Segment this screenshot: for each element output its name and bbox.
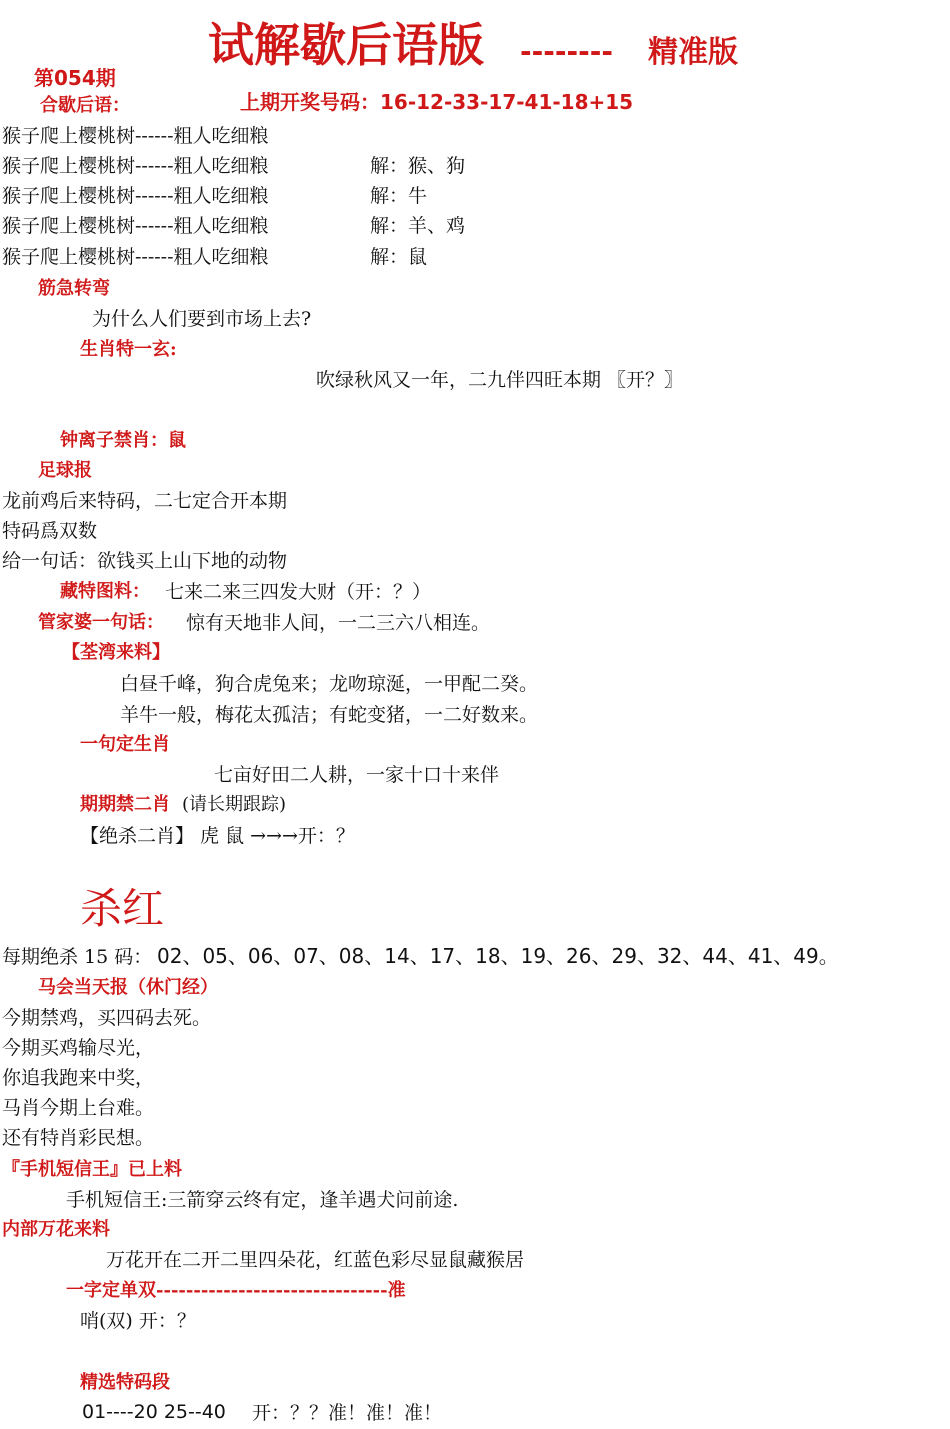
wanhua-heading: 内部万花来料 <box>2 1219 110 1240</box>
title-dashes: -------- <box>520 35 613 68</box>
shengxiao-heading: 生肖特一玄: <box>80 339 177 360</box>
cangte-text: 七来二来三四发大财（开：？） <box>165 581 432 603</box>
qiqi-kill-text: 【绝杀二肖】 虎 鼠 →→→开：？ <box>80 825 355 847</box>
qiqi-heading: 期期禁二肖 <box>80 794 170 815</box>
zuqiu-line: 龙前鸡后来特码，二七定合开本期 <box>2 490 288 512</box>
jingxuan-heading: 精选特码段 <box>80 1372 170 1393</box>
issue-number: 第054期 <box>34 66 116 90</box>
last-draw-numbers: 上期开奖号码：16-12-33-17-41-18+15 <box>240 90 634 114</box>
quanwan-line: 羊牛一般，梅花太孤洁；有蛇变猪，一二好数来。 <box>120 704 539 726</box>
xiehouyu-answer: 解：牛 <box>370 185 428 207</box>
mahui-line: 今期禁鸡，买四码去死。 <box>2 1007 212 1029</box>
danshuang-text: 哨(双) 开：？ <box>80 1310 196 1332</box>
shahong-heading: 杀红 <box>80 884 165 933</box>
qiqi-heading-note: (请长期跟踪) <box>182 794 287 815</box>
zuqiu-line: 特码爲双数 <box>2 520 98 542</box>
jinji-heading: 筋急转弯 <box>38 278 110 299</box>
mahui-line: 还有特肖彩民想。 <box>2 1127 155 1149</box>
shouji-heading: 『手机短信王』已上料 <box>2 1159 182 1180</box>
danshuang-heading: 一字定单双-------------------------------准 <box>66 1280 406 1301</box>
mahui-line: 你追我跑来中奖， <box>2 1067 155 1089</box>
quanwan-heading: 【荃湾来料】 <box>62 642 170 663</box>
xiehouyu-line: 猴子爬上樱桃树------粗人吃细粮 <box>2 215 269 237</box>
yiju-text: 七亩好田二人耕，一家十口十来伴 <box>214 764 500 786</box>
zuqiu-heading: 足球报 <box>38 460 92 481</box>
xiehouyu-line: 猴子爬上樱桃树------粗人吃细粮 <box>2 155 269 177</box>
guanjia-text: 惊有天地非人间，一二三六八相连。 <box>186 612 491 634</box>
jinji-question: 为什么人们要到市场上去? <box>92 308 312 330</box>
xiehouyu-line: 猴子爬上樱桃树------粗人吃细粮 <box>2 125 269 147</box>
zhongli-forbidden: 钟离子禁肖：鼠 <box>60 430 186 451</box>
shouji-text: 手机短信王:三箭穿云终有定，逢羊遇犬问前途. <box>66 1189 459 1211</box>
xiehouyu-line: 猴子爬上樱桃树------粗人吃细粮 <box>2 246 269 268</box>
zuqiu-line: 给一句话：欲钱买上山下地的动物 <box>2 550 288 572</box>
xiehouyu-answer: 解：鼠 <box>370 246 428 268</box>
mahui-line: 今期买鸡输尽光， <box>2 1037 155 1059</box>
yiju-heading: 一句定生肖 <box>80 734 170 755</box>
cangte-label: 藏特图料： <box>60 581 150 602</box>
xiehouyu-heading: 合歇后语： <box>40 95 130 116</box>
shahong-numbers: 02、05、06、07、08、14、17、18、19、26、29、32、44、41、49。 <box>157 944 839 968</box>
xiehouyu-line: 猴子爬上樱桃树------粗人吃细粮 <box>2 185 269 207</box>
shengxiao-riddle: 吹绿秋风又一年，二九伴四旺本期 〖开？〗 <box>316 369 684 391</box>
shahong-label: 每期绝杀 15 码： <box>2 946 153 968</box>
quanwan-line: 白昼千峰，狗合虎兔来；龙吻琼涎，一甲配二癸。 <box>120 673 539 695</box>
title-suffix: 精准版 <box>648 35 738 70</box>
jingxuan-range: 01----20 25--40 <box>82 1401 226 1423</box>
guanjia-label: 管家婆一句话： <box>38 612 164 633</box>
wanhua-text: 万花开在二开二里四朵花，红蓝色彩尽显鼠藏猴居 <box>106 1249 525 1271</box>
mahui-line: 马肖今期上台难。 <box>2 1097 155 1119</box>
jingxuan-text: 开：？？准！准！准！ <box>252 1402 443 1424</box>
xiehouyu-answer: 解：羊、鸡 <box>370 215 466 237</box>
mahui-heading: 马会当天报（休门经） <box>38 977 218 998</box>
xiehouyu-answer: 解：猴、狗 <box>370 155 466 177</box>
page-title: 试解歇后语版 <box>208 18 484 72</box>
